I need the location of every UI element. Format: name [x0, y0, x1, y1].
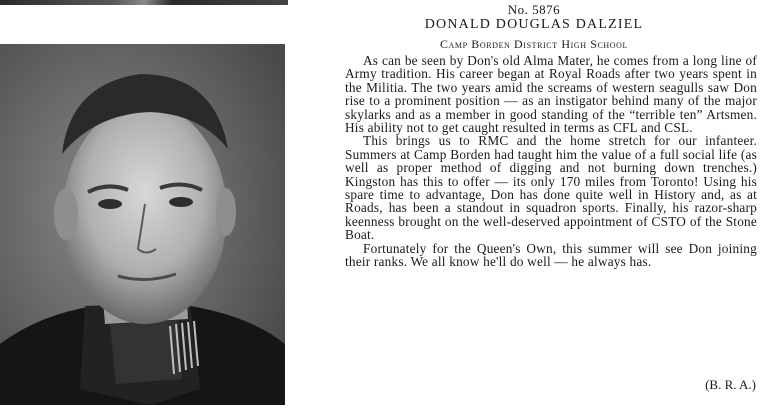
bio-paragraph: Fortunately for the Queen's Own, this summer will see Don joining their ranks. We all know he'll do well — he always has.	[345, 240, 757, 270]
biography	[345, 54, 757, 269]
school-name: Camp Borden District High School	[439, 37, 629, 51]
bio-paragraph: This brings us to RMC and the home stretch for our infanteer. Summers at Camp Borden had taught him the value of a full social life (as well as proper method of digging and not burning down trenches.) Kingston has this to offer — its only 170 miles from Toronto! Using his spare time to advantage, Don has done quite well in History and, as at Roads, has been a standout in squadron sports. Finally, his razor-sharp keenness brought on the well-deserved appointment of CSTO of the Stone Boat.	[345, 133, 757, 243]
student-name: DONALD DOUGLAS DALZIEL	[424, 17, 644, 32]
entry-number: No. 5876	[507, 2, 561, 17]
author-initials: (B. R. A.)	[705, 377, 756, 392]
bio-paragraph: As can be seen by Don's old Alma Mater, he comes from a long line of Army tradition. His career began at Royal Roads after two years spent in the Militia. The two years amid the screams of western seagulls saw Don rise to a prominent position — as an instigator behind many of the major skylarks and as a member in good standing of the “terrible ten” Artsmen. His ability not to get caught resulted in terms as CFL and CSL.	[345, 53, 757, 136]
portrait-photo	[0, 44, 285, 405]
